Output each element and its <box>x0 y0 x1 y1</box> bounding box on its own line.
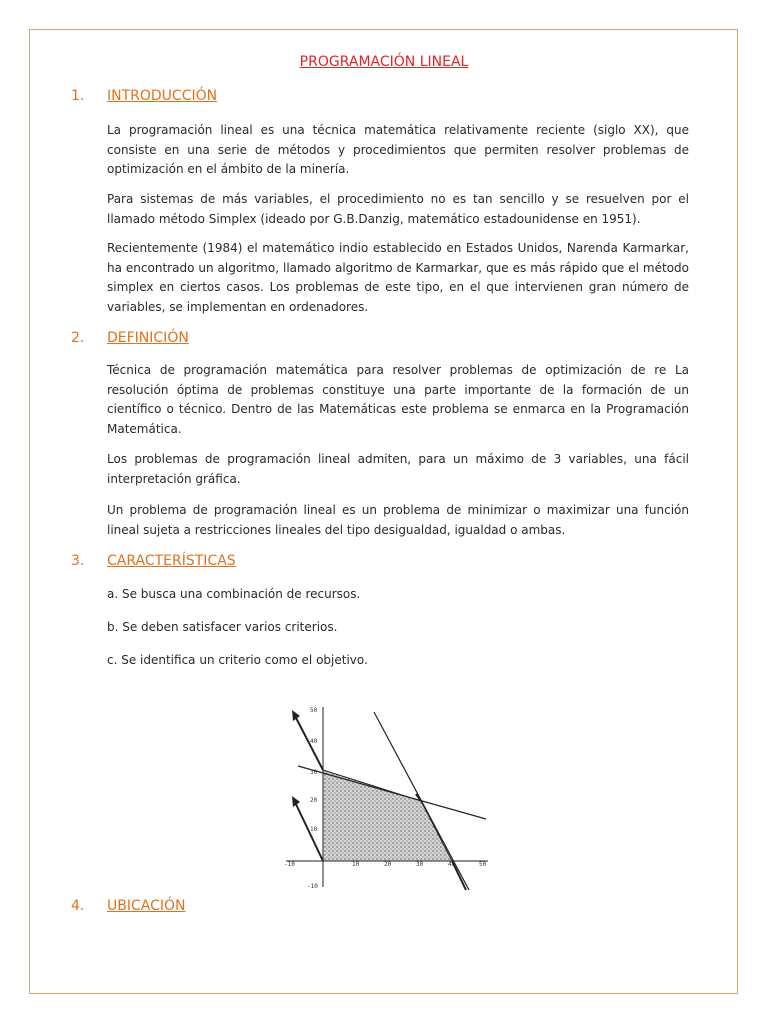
section-number: 3. <box>71 553 85 569</box>
graph-svg <box>276 702 492 892</box>
y-tick-label: 30 <box>310 769 318 776</box>
x-tick-label: 30 <box>416 861 424 868</box>
section-heading-definicion <box>71 330 189 346</box>
page-title: PROGRAMACIÓN LINEAL <box>299 54 469 70</box>
paragraph: La programación lineal es una técnica matemática relativamente reciente (siglo XX), que consiste en una serie de métodos y procedimientos que permiten resolver problemas de optimización en el ámbito de la minería. <box>107 123 689 176</box>
y-tick-label: 40 <box>310 738 318 745</box>
list-item: b. Se deben satisfacer varios criterios. <box>107 620 338 634</box>
list-item: c. Se identifica un criterio como el objetivo. <box>107 653 368 667</box>
y-tick-label: 20 <box>310 797 318 804</box>
feasible-region <box>323 770 452 861</box>
paragraph: Para sistemas de más variables, el procedimiento no es tan sencillo y se resuelven por el llamado método Simplex (ideado por G.B.Danzig, matemático estadounidense en 1951). <box>107 192 689 226</box>
section-title: UBICACIÓN <box>107 898 186 914</box>
x-tick-label: -10 <box>284 861 295 868</box>
paragraph: Los problemas de programación lineal admiten, para un máximo de 3 variables, una fácil interpretación gráfica. <box>107 452 689 486</box>
section-title: DEFINICIÓN <box>107 330 189 346</box>
x-tick-label: 50 <box>479 861 487 868</box>
y-tick-label: -10 <box>307 883 318 890</box>
section-number: 2. <box>71 330 85 346</box>
section-heading-ubicacion <box>71 898 185 914</box>
y-tick-label: 10 <box>310 826 318 833</box>
paragraph: Un problema de programación lineal es un problema de minimizar o maximizar una función lineal sujeta a restricciones lineales del tipo desigualdad, igualdad o ambas. <box>107 503 689 537</box>
x-tick-label: 40 <box>448 861 456 868</box>
y-tick-label: 50 <box>310 707 318 714</box>
section-heading-introduccion <box>71 88 217 104</box>
section-title: INTRODUCCIÓN <box>107 88 218 104</box>
objective-arrow <box>294 800 323 861</box>
list-item: a. Se busca una combinación de recursos. <box>107 587 361 601</box>
linear-programming-graph <box>276 702 492 892</box>
paragraph: Recientemente (1984) el matemático indio establecido en Estados Unidos, Narenda Karmarkar, ha encontrado un algoritmo, llamado algoritmo de Karmarkar, que es más rápido que el método simplex en ciertos casos. Los problemas de este tipo, en el que intervienen gran número de variables, se implementan en ordenadores. <box>107 241 689 314</box>
paragraph: Técnica de programación matemática para resolver problemas de optimización de re La resolución óptima de problemas constituye una parte importante de la formación de un científico o técnico. Dentro de las Matemáticas este problema se enmarca en la Programación Matemática. <box>107 363 689 436</box>
section-title: CARACTERÍSTICAS <box>107 553 236 569</box>
section-number: 4. <box>71 898 85 914</box>
objective-arrow <box>294 714 323 770</box>
x-tick-label: 20 <box>384 861 392 868</box>
section-number: 1. <box>71 88 85 104</box>
section-heading-caracteristicas <box>71 553 236 569</box>
x-tick-label: 10 <box>352 861 360 868</box>
